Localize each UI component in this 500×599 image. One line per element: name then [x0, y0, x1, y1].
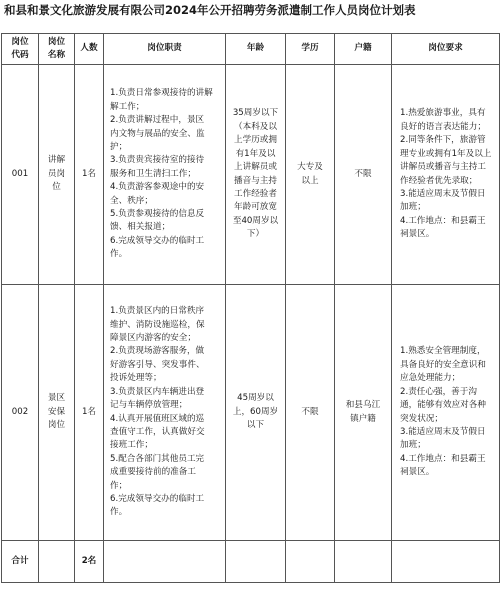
- cell-age: 35周岁以下 （本科及以 上学历或拥 有1年及以 上讲解员或 播音与主持 工作经验者 年龄可放宽 至40周岁以 下）: [226, 65, 286, 285]
- total-row: [2, 541, 500, 583]
- total-empty-cell: [104, 541, 226, 583]
- total-empty-cell: [392, 541, 500, 583]
- header-code: 岗位 代码: [2, 34, 39, 65]
- cell-count: 1名: [75, 285, 104, 541]
- header-requirements: 岗位要求: [392, 34, 500, 65]
- total-empty-cell: [286, 541, 335, 583]
- header-name: 岗位 名称: [39, 34, 75, 65]
- document-title: 和县和景文化旅游发展有限公司2024年公开招聘劳务派遣制工作人员岗位计划表: [4, 3, 416, 17]
- cell-name: 讲解 员岗 位: [39, 65, 75, 285]
- cell-education: 大专及 以上: [286, 65, 335, 285]
- cell-code: 002: [2, 285, 39, 541]
- header-education: 学历: [286, 34, 335, 65]
- cell-requirements: 1.热爱旅游事业，具有 良好的语言表达能力； 2.同等条件下，旅游管 理专业或拥有1年及以上 讲解员或播音与主持工 作经验者优先录取； 3.能适应周末及节假日 加班； 4.工作地点：和县霸王 祠景区。: [392, 65, 500, 285]
- cell-education: 不限: [286, 285, 335, 541]
- cell-count: 1名: [75, 65, 104, 285]
- cell-duties: 1.负责日常参观接待的讲解 解工作； 2.负责讲解过程中，景区 内文物与展品的安全、监 护； 3.负责贵宾接待室的接待 服务和卫生清扫工作； 4.负责游客参观途中的安 全、秩序； 5.负责参观接待的信息反 馈、相关报道； 6.完成领导交办的临时工 作。: [104, 65, 226, 285]
- cell-age: 45周岁以 上，60周岁 以下: [226, 285, 286, 541]
- header-count: 人数: [75, 34, 104, 65]
- job-plan-table: [1, 33, 500, 583]
- total-empty-cell: [335, 541, 392, 583]
- cell-requirements: 1.熟悉安全管理制度， 具备良好的安全意识和 应急处理能力； 2.责任心强，善于沟 通，能够有效应对各种 突发状况； 3.能适应周末及节假日 加班； 4.工作地点：和县霸王 祠景区。: [392, 285, 500, 541]
- total-count: 2名: [75, 541, 104, 583]
- cell-code: 001: [2, 65, 39, 285]
- header-hukou: 户籍: [335, 34, 392, 65]
- table-row: [2, 285, 500, 541]
- cell-hukou: 和县乌江 镇户籍: [335, 285, 392, 541]
- header-duties: 岗位职责: [104, 34, 226, 65]
- table-header-row: [2, 34, 500, 65]
- total-empty-cell: [39, 541, 75, 583]
- table-row: [2, 65, 500, 285]
- cell-hukou: 不限: [335, 65, 392, 285]
- total-empty-cell: [226, 541, 286, 583]
- total-label: 合计: [2, 541, 39, 583]
- cell-duties: 1.负责景区内的日常秩序 维护、消防设施巡检，保 障景区内游客的安全； 2.负责现场游客服务，做 好游客引导、突发事件、 投诉处理等； 3.负责景区内车辆进出登 记与车辆停放管理； 4.认真开展值班区域的巡 查值守工作，认真做好交 接班工作； 5.配合各部门其他员工完 成重要接待前的准备工 作； 6.完成领导交办的临时工 作。: [104, 285, 226, 541]
- cell-name: 景区 安保 岗位: [39, 285, 75, 541]
- header-age: 年龄: [226, 34, 286, 65]
